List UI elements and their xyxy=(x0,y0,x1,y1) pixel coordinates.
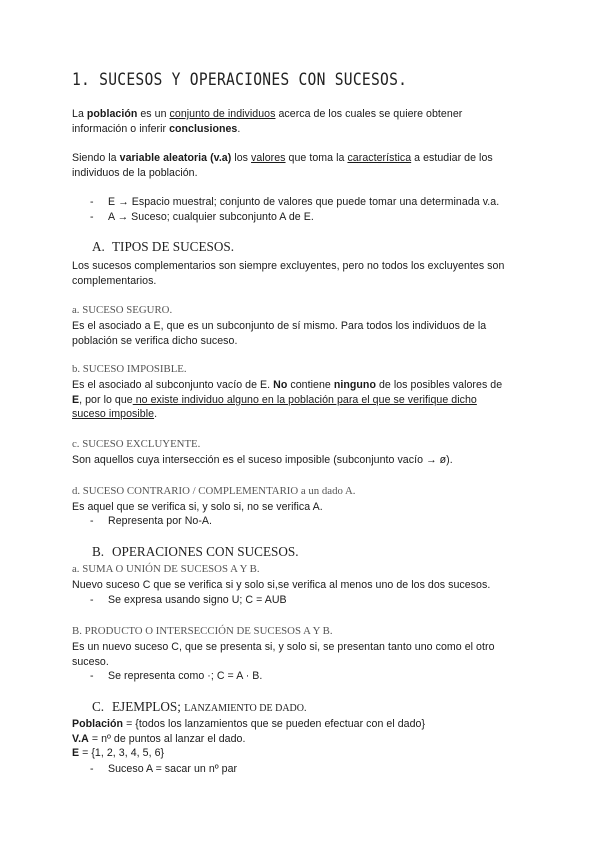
page-title: 1. SUCESOS Y OPERACIONES CON SUCESOS. xyxy=(72,70,408,90)
text: los xyxy=(231,152,252,164)
text: a estudiar de los xyxy=(411,152,493,164)
text-line: Los sucesos complementarios son siempre excluyentes, pero no todos los excluyentes son xyxy=(72,260,505,272)
suma-text xyxy=(72,578,532,593)
list-item: - Se representa como ·; C = A · B. xyxy=(90,670,263,682)
text: acerca de los cuales se quiere obtener xyxy=(275,108,463,120)
list-item-text: Representa por No-A. xyxy=(108,515,213,527)
intro-paragraph-poblacion xyxy=(72,107,532,136)
subheading-suma-union: a. SUMA O UNIÓN DE SUCESOS A Y B. xyxy=(72,563,260,575)
text-line: Son aquellos cuya intersección es el suceso imposible (subconjunto vacío → ø). xyxy=(72,454,453,466)
subheading-suceso-excluyente: c. SUCESO EXCLUYENTE. xyxy=(72,438,201,450)
list-item-text: Se expresa usando signo U; C = AUB xyxy=(108,594,287,606)
section-a-text xyxy=(72,259,532,288)
text-line: complementarios. xyxy=(72,274,157,287)
text-line: Nuevo suceso C que se verifica si y solo si,se verifica al menos uno de los dos sucesos. xyxy=(72,579,491,591)
list-item: - Se expresa usando signo U; C = AUB xyxy=(90,594,287,606)
bold-term: conclusiones xyxy=(169,122,238,135)
text: Siendo la xyxy=(72,152,120,164)
text: es un xyxy=(137,108,170,120)
suceso-seguro-text xyxy=(72,319,532,348)
subheading-suceso-contrario: d. SUCESO CONTRARIO / COMPLEMENTARIO a un dado A. xyxy=(72,485,356,497)
list-item-text: Se representa como ·; C = A · B. xyxy=(108,670,263,682)
text-line: suceso. xyxy=(72,655,109,668)
suceso-imposible-text: Es el asociado al subconjunto vacío de E. No contiene ninguno de los posibles valores de E, por lo que no existe individuo alguno en la población para el que se verifique dicho suceso imposible. xyxy=(72,379,503,421)
section-heading-c: C. EJEMPLOS; LANZAMIENTO DE DADO. xyxy=(92,699,307,714)
list-item: - E → Espacio muestral; conjunto de valores que puede tomar una determinada v.a. xyxy=(90,196,500,208)
subheading-suceso-seguro: a. SUCESO SEGURO. xyxy=(72,304,173,316)
list-item: - Suceso A = sacar un nº par xyxy=(90,763,238,775)
underlined-term: conjunto de individuos xyxy=(169,108,276,120)
text-line: Es un nuevo suceso C, que se presenta si, y solo si, se presentan tanto uno como el otro xyxy=(72,641,495,653)
section-heading-a: A. TIPOS DE SUCESOS. xyxy=(92,239,235,254)
list-item-text: E → Espacio muestral; conjunto de valores que puede tomar una determinada v.a. xyxy=(108,196,500,208)
underlined-term: característica xyxy=(347,152,412,164)
suceso-excluyente-text xyxy=(72,453,532,468)
section-heading-b: B. OPERACIONES CON SUCESOS. xyxy=(92,544,299,559)
list-item: - Representa por No-A. xyxy=(90,515,213,527)
text: La xyxy=(72,108,87,120)
subheading-producto-interseccion: B. PRODUCTO O INTERSECCIÓN DE SUCESOS A Y B. xyxy=(72,625,333,637)
text-line: Es aquel que se verifica si, y solo si, no se verifica A. xyxy=(72,501,323,513)
subheading-suceso-imposible: b. SUCESO IMPOSIBLE. xyxy=(72,363,187,375)
ejemplos-text: Población = {todos los lanzamientos que se pueden efectuar con el dado} V.A = nº de puntos al lanzar el dado. E = {1, 2, 3, 4, 5, 6} xyxy=(72,718,426,760)
text: que toma la xyxy=(285,152,348,164)
text: . xyxy=(237,122,241,135)
text-line: Es el asociado a E, que es un subconjunto de sí mismo. Para todos los individuos de la xyxy=(72,320,487,332)
producto-text xyxy=(72,640,532,669)
text: información o inferir xyxy=(72,122,170,135)
list-item: - A → Suceso; cualquier subconjunto A de E. xyxy=(90,211,314,223)
list-item-text: Suceso A = sacar un nº par xyxy=(108,763,238,775)
suceso-contrario-text xyxy=(72,500,532,515)
intro-paragraph-variable xyxy=(72,151,532,180)
text-line: población se verifica dicho suceso. xyxy=(72,334,238,347)
underlined-term: valores xyxy=(251,152,286,164)
text-line: individuos de la población. xyxy=(72,166,198,179)
bold-term: población xyxy=(86,108,138,120)
list-item-text: A → Suceso; cualquier subconjunto A de E. xyxy=(108,211,314,223)
bold-term: variable aleatoria (v.a) xyxy=(119,152,232,164)
